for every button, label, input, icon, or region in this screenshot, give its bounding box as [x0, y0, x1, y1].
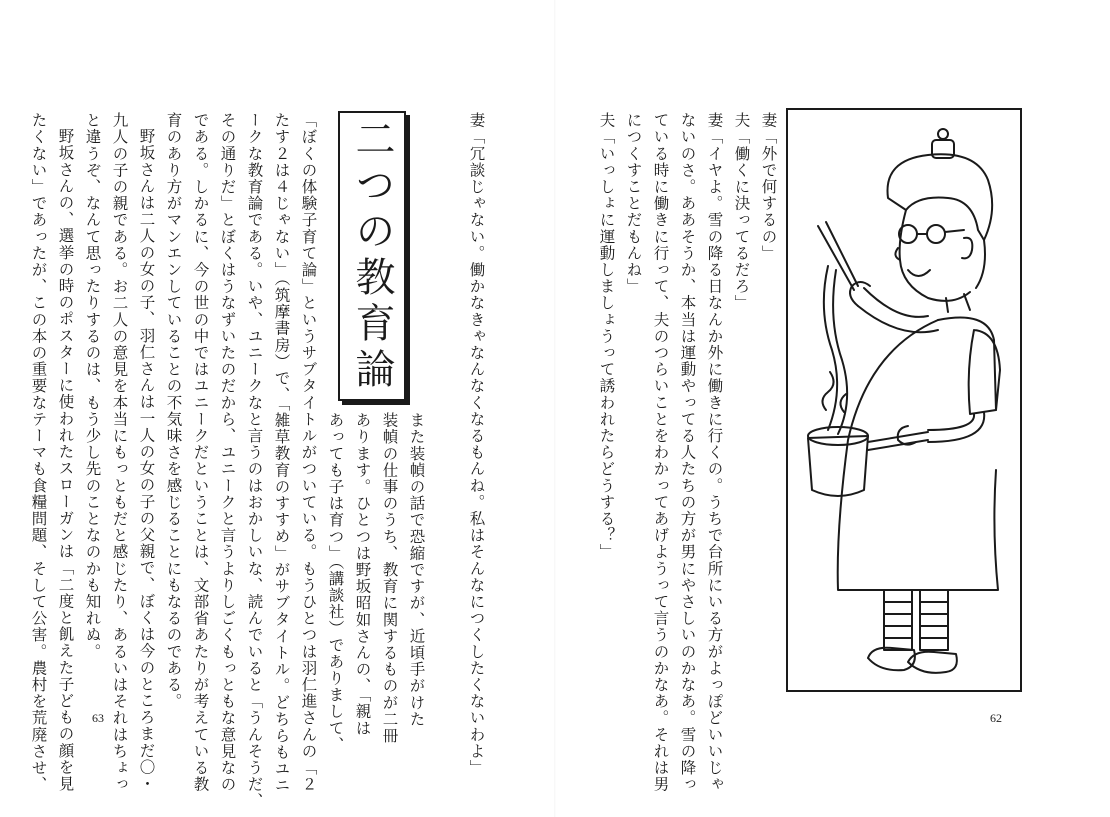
text-line: 野坂さんの、選挙の時のポスターに使われたスローガンは「二度と飢えた子どもの顔を見 — [56, 128, 75, 792]
text-line: あります。ひとつは野坂昭如さんの、「親は — [353, 412, 372, 737]
page-gutter — [554, 0, 556, 817]
text-line: 妻「外で何するの」 — [759, 112, 778, 262]
text-line: ている時に働きに行って、夫のつらいことをわかってあげようって言うのかなあ。それは男 — [651, 112, 670, 793]
text-line: 夫「働くに決ってるだろ」 — [732, 112, 751, 312]
text-line: また装幀の話で恐縮ですが、近頃手がけた — [407, 412, 426, 728]
text-line: である。しかるに、今の世の中ではユニークだということは、文部省あたりが考えている教 — [191, 112, 210, 793]
illustration-person-cooking — [788, 110, 1020, 690]
text-line: 装幀の仕事のうち、教育に関するものが二冊 — [380, 412, 399, 744]
text-line: 育のあり方がマンエンしていることの不気味さを感じることにもなるのである。 — [164, 112, 183, 710]
text-line: 野坂さんは二人の女の子、羽仁さんは一人の女の子の父親で、ぼくは今のところまだ〇・ — [137, 128, 156, 792]
text-line: 夫「いっしょに運動しましょうって誘われたらどうする？」 — [597, 112, 616, 561]
illustration-frame — [786, 108, 1022, 692]
text-line: 「ぼくの体験子育て論」というサブタイトルがついている。もうひとつは羽仁進さんの「２ — [299, 112, 318, 793]
page-number: 63 — [92, 711, 104, 725]
text-line: たす２は４じゃない」（筑摩書房）で、「雑草教育のすすめ」がサブタイトル。どちらもユニ — [272, 112, 291, 794]
text-line: あっても子は育つ」（講談社）でありまして、 — [326, 412, 345, 753]
text-line: と違うぞ、なんて思ったりするのは、もう少し先のことなのかも知れぬ。 — [83, 112, 102, 660]
section-title: 二つの教育論 — [349, 118, 395, 394]
text-line: 九人の子の親である。お二人の意見を本当にもっともだと感じたり、あるいはそれはちょっ — [110, 112, 129, 793]
text-line: その通りだ」とぼくはうなずいたのだから、ユニークと言うよりしごくもっともな意見なの — [218, 112, 237, 793]
page-number: 62 — [990, 711, 1002, 725]
text-line: 妻「イヤよ。雪の降る日なんか外に働きに行くの。うちで台所にいる方がよっぽどいいじゃ — [705, 112, 724, 793]
text-line: ークな教育論である。いや、ユニークなと言うのはおかしいな、読んでいると「うんそうだ、 — [245, 112, 264, 810]
text-line: につくすことだもんね」 — [624, 112, 643, 295]
text-line: 妻「冗談じゃない。働かなきゃなんなくなるもんね。私はそんなにつくしたくないわよ」 — [467, 112, 486, 776]
text-line: たくない」であったが、この本の重要なテーマも食糧問題、そして公害。農村を荒廃させ、 — [29, 112, 48, 793]
section-title-box — [338, 111, 406, 401]
text-line: ないのさ。ああそうか、本当は運動やってる人たちの方が男にやさしいのかなあ。雪の降っ — [678, 112, 697, 793]
